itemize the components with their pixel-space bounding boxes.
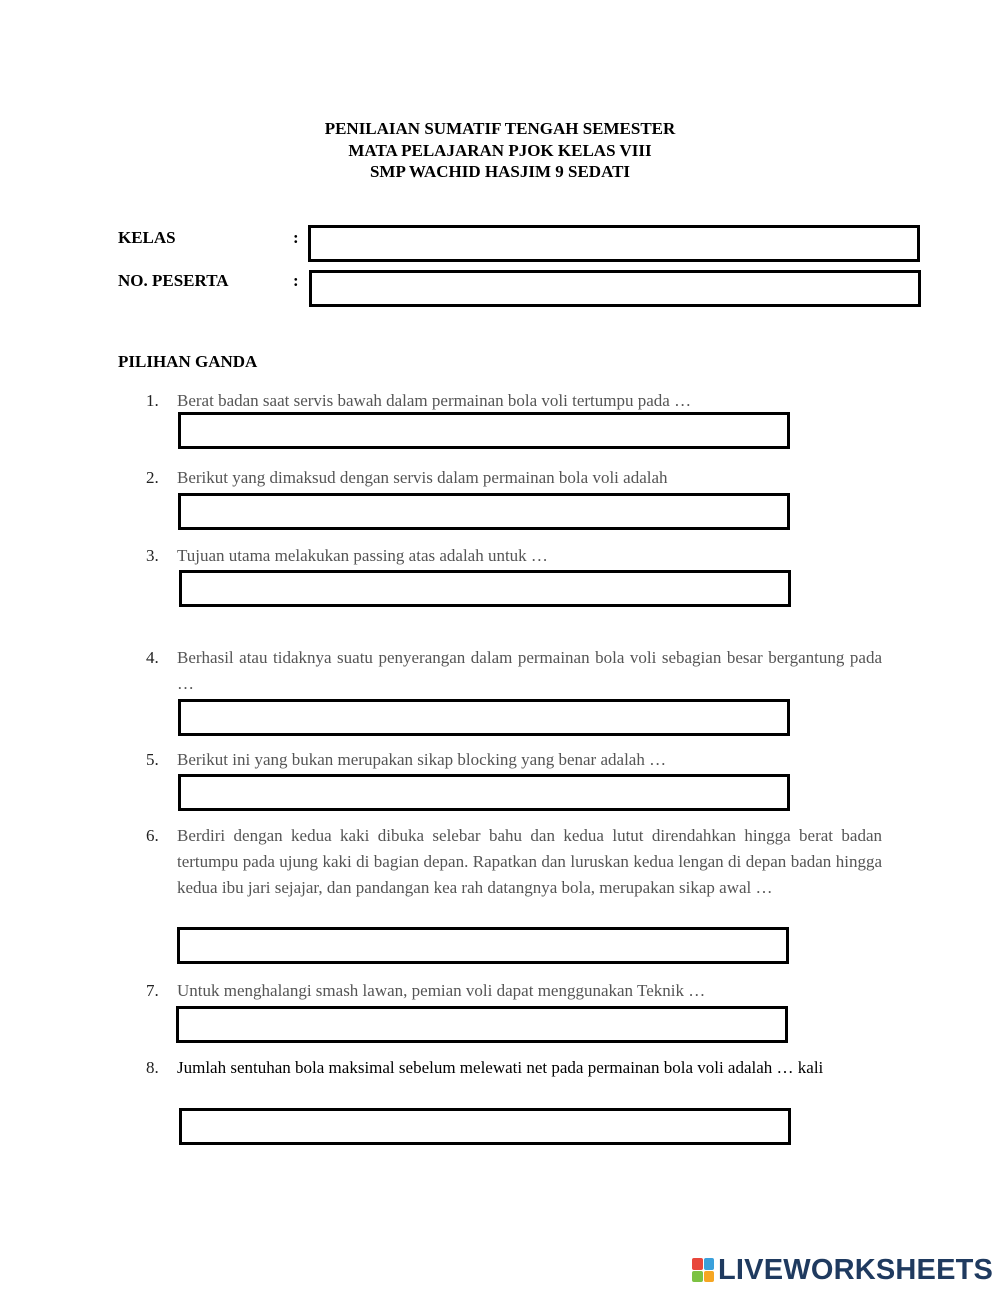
question-text: Berikut ini yang bukan merupakan sikap blocking yang benar adalah … — [177, 750, 667, 769]
question-text: Berdiri dengan kedua kaki dibuka selebar bahu dan kedua lutut direndahkan hingga berat badan tertumpu pada ujung kaki di bagian depan. Rapatkan dan luruskan kedua lengan di depan badan hingga kedua ibu jari sejajar, dan pandangan kea rah datangnya bola, merupakan sikap awal … — [177, 826, 882, 897]
kelas-colon: : — [293, 228, 299, 247]
question-text: Berhasil atau tidaknya suatu penyerangan dalam permainan bola voli sebagian besar bergantung pada … — [177, 648, 882, 693]
question-text: Jumlah sentuhan bola maksimal sebelum melewati net pada permainan bola voli adalah … kali — [177, 1058, 824, 1077]
question-text: Tujuan utama melakukan passing atas adalah untuk … — [177, 546, 548, 565]
question-number: 1. — [146, 391, 159, 410]
kelas-input[interactable] — [308, 225, 920, 262]
logo-square-1 — [692, 1258, 703, 1270]
title-line-1: PENILAIAN SUMATIF TENGAH SEMESTER — [324, 119, 676, 138]
question-number: 5. — [146, 750, 159, 769]
question-number: 4. — [146, 648, 159, 667]
question-text: Berat badan saat servis bawah dalam permainan bola voli tertumpu pada … — [177, 391, 692, 410]
question-number: 8. — [146, 1058, 159, 1077]
answer-input-8[interactable] — [179, 1108, 791, 1145]
question-number: 2. — [146, 468, 159, 487]
kelas-label: KELAS — [118, 228, 176, 247]
answer-input-4[interactable] — [178, 699, 790, 736]
title-line-2: MATA PELAJARAN PJOK KELAS VIII — [348, 140, 652, 160]
liveworksheets-logo — [692, 1255, 993, 1285]
answer-input-6[interactable] — [177, 927, 789, 964]
logo-square-2 — [704, 1258, 715, 1270]
question-number: 7. — [146, 981, 159, 1000]
answer-input-1[interactable] — [178, 412, 790, 449]
answer-input-5[interactable] — [178, 774, 790, 811]
no-peserta-input[interactable] — [309, 270, 921, 307]
question-text: Untuk menghalangi smash lawan, pemian voli dapat menggunakan Teknik … — [177, 981, 706, 1000]
logo-square-4 — [704, 1271, 715, 1283]
no-peserta-colon: : — [293, 271, 299, 290]
answer-input-3[interactable] — [179, 570, 791, 607]
answer-input-2[interactable] — [178, 493, 790, 530]
liveworksheets-icon — [692, 1258, 714, 1282]
no-peserta-label: NO. PESERTA — [118, 271, 229, 290]
logo-square-3 — [692, 1271, 703, 1283]
question-number: 3. — [146, 546, 159, 565]
question-text: Berikut yang dimaksud dengan servis dalam permainan bola voli adalah — [177, 468, 668, 487]
logo-text: LIVEWORKSHEETS — [718, 1253, 994, 1286]
answer-input-7[interactable] — [176, 1006, 788, 1043]
question-number: 6. — [146, 826, 159, 845]
section-title: PILIHAN GANDA — [118, 352, 258, 371]
document-title — [0, 118, 1000, 183]
title-line-3: SMP WACHID HASJIM 9 SEDATI — [369, 162, 631, 181]
